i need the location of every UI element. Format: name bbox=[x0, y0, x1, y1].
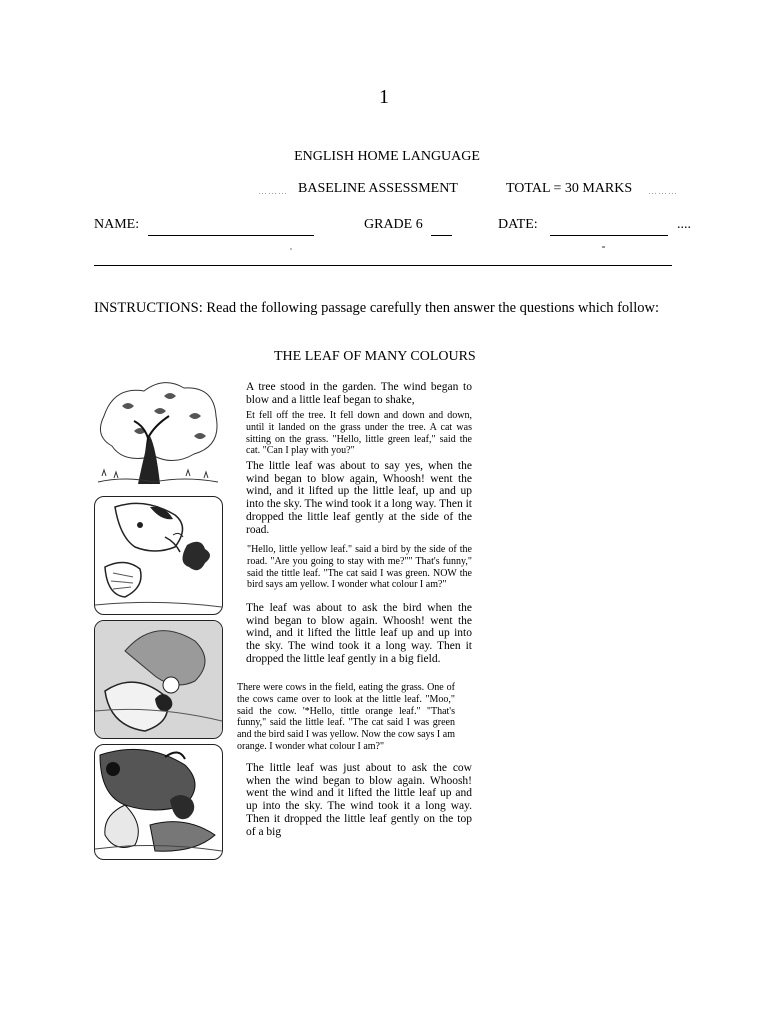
story-paragraph: The little leaf was about to say yes, when the wind began to blow again, Whoosh! went the wind, and it lifted up the little leaf, up and up into the sky. The wind took it a long way. Then it dropped the little leaf gently at the side of the road. bbox=[246, 460, 472, 536]
date-tail-dots: .... bbox=[677, 217, 691, 232]
total-marks: TOTAL = 30 MARKS bbox=[506, 181, 633, 196]
grade-label: GRADE 6 bbox=[364, 217, 423, 232]
story-paragraph: The leaf was about to ask the bird when the wind began to blow again. Whoosh! went the wind, and it lifted the little leaf up and up into the sky. The wind took it a long way. Then it dropped the little leaf gently in a big field. bbox=[246, 602, 472, 665]
date-field[interactable] bbox=[550, 235, 668, 236]
cat-illustration bbox=[94, 496, 223, 615]
scan-speck bbox=[290, 248, 292, 250]
dot-leader-left: ……… bbox=[258, 186, 288, 196]
story-paragraph: A tree stood in the garden. The wind began to blow and a little leaf began to shake, bbox=[246, 381, 472, 406]
header-divider bbox=[94, 265, 672, 266]
subject-heading: ENGLISH HOME LANGUAGE bbox=[294, 149, 480, 164]
story-paragraph: The little leaf was just about to ask the cow when the wind began to blow again. Whoosh! went the wind and it lifted the little leaf up and up into the sky. The wind took it a long way. Then it dropped the little leaf gently on the top of a big bbox=[246, 762, 472, 838]
scan-speck bbox=[602, 246, 605, 248]
story-paragraph: There were cows in the field, eating the grass. One of the cows came over to look at the little leaf. "Moo," said the cow. '*Hello, tittle orange leaf." "That's funny," said the little leaf. "The cat said I was green and the bird said I was yellow. Now the cow says I am orange. I wonder what colour I am?" bbox=[237, 682, 455, 752]
assessment-heading: BASELINE ASSESSMENT bbox=[298, 181, 458, 196]
story-paragraph: Et fell off the tree. It fell down and down and down, until it landed on the grass under the tree. A cat was sitting on the grass. "Hello, little green leaf," said the cat. "Can I play with you?" bbox=[246, 410, 472, 457]
grade-field[interactable] bbox=[431, 235, 452, 236]
tree-illustration bbox=[94, 376, 222, 488]
story-title: THE LEAF OF MANY COLOURS bbox=[274, 349, 476, 364]
instructions: INSTRUCTIONS: Read the following passage carefully then answer the questions which follow: bbox=[94, 300, 659, 316]
date-label: DATE: bbox=[498, 217, 538, 232]
name-field[interactable] bbox=[148, 235, 314, 236]
dot-leader-right: ……… bbox=[648, 186, 678, 196]
page-number: 1 bbox=[379, 86, 389, 108]
bird-illustration bbox=[94, 620, 223, 739]
name-label: NAME: bbox=[94, 217, 140, 232]
story-paragraph: "Hello, little yellow leaf." said a bird by the side of the road. "Are you going to stay with me?"" That's funny," said the tittle leaf. "The cat said I was green. NOW the bird says am yellow. I wonder what colour I am?" bbox=[247, 544, 472, 591]
cow-illustration bbox=[94, 744, 223, 860]
